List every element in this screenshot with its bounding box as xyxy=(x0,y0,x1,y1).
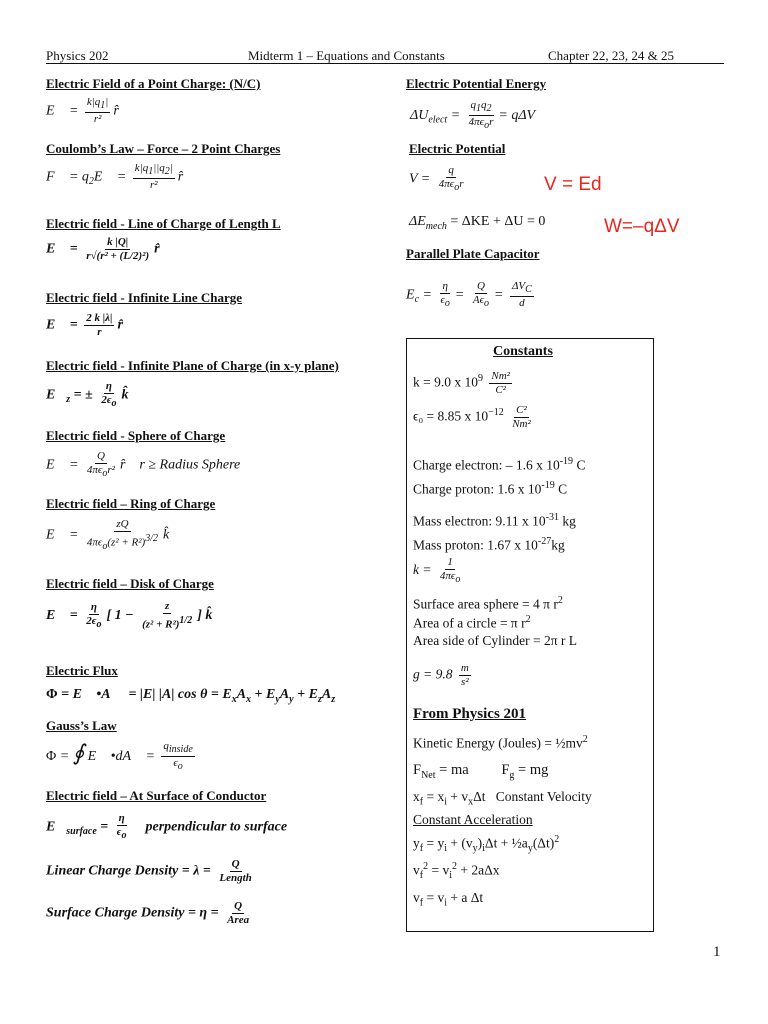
eq-line-L: E⃗ = $\frac{k |Q|}{\text{r√(r² + (L/2)²)}}$ r̂ xyxy=(46,236,160,262)
const-charge-proton: Charge proton: 1.6 x $10^{-19}$ C xyxy=(413,480,568,497)
p201-constant-velocity: $x_f = x_i + v_x\Delta t$ Constant Velocity xyxy=(413,789,592,808)
p201-eq-velocity: $v_f = v_i + a$ Δt xyxy=(413,890,484,909)
p201-title: From Physics 201 xyxy=(413,706,527,722)
const-g: g = 9.8 $\frac{m}{\text{s²}}$ xyxy=(413,662,469,688)
p201-kinetic: Kinetic Energy (Joules) = $\frac{1}{2}mv^2$ xyxy=(413,734,588,751)
eq-surface-density: Surface Charge Density = η = $\frac{Q}{\text{Area}}$ xyxy=(46,900,250,926)
heading-line-L: Electric field - Line of Charge of Length L xyxy=(46,216,281,231)
heading-disk: Electric field – Disk of Charge xyxy=(46,576,214,591)
eq-potential: V = $\frac{q}{4\pi\epsilon_or}$ xyxy=(409,164,464,194)
header-rule xyxy=(46,63,724,64)
header-course: Physics 202 xyxy=(46,48,109,63)
heading-coulomb: Coulomb’s Law – Force – 2 Point Charges xyxy=(46,141,281,156)
eq-sphere: E⃗ = $\frac{Q}{4\pi\epsilon_or^2}$ r̂ r ≥ Radius Sphere xyxy=(46,450,241,480)
p201-eq-velocity-sq: $v_f^2 = v_i^2 + 2a\Delta x$ xyxy=(413,861,500,882)
eq-capacitor: $E_c$ = $\frac{\eta}{\epsilon_o}$ = $\frac{Q}{A\epsilon_o}$ = $\frac{\Delta V_C}{d}$ xyxy=(406,280,532,310)
header-chapters: Chapter 22, 23, 24 & 25 xyxy=(548,48,675,63)
const-area-circle: Area of a circle = π $r^2$ xyxy=(413,614,531,631)
const-k: k = 9.0 x $10^9$ $\frac{\text{Nm²}}{\text{C²}}$ xyxy=(413,370,510,396)
heading-gauss: Gauss’s Law xyxy=(46,718,117,733)
heading-capacitor: Parallel Plate Capacitor xyxy=(406,246,540,261)
eq-inf-plane: $E⃗_z$ = ± $\frac{\eta}{2\epsilon_o}$ k̂ xyxy=(46,380,129,410)
const-area-cylinder: Area side of Cylinder = 2π r L xyxy=(413,633,578,648)
conductor-note: perpendicular to surface xyxy=(145,819,288,835)
heading-point-charge: Electric Field of a Point Charge: (N/C) xyxy=(46,76,261,91)
const-surface-sphere: Surface area sphere = 4 π $r^2$ xyxy=(413,595,563,612)
const-k-coulomb: k = $\frac{1}{4\pi\epsilon_o}$ xyxy=(413,556,461,586)
handwritten-work: W=–qΔV xyxy=(604,216,680,237)
heading-ring: Electric field – Ring of Charge xyxy=(46,496,216,511)
eq-conductor: $E⃗_{surface}$ = $\frac{\eta}{\epsilon_o}$ perpendicular to surface xyxy=(46,812,288,842)
constants-title: Constants xyxy=(493,344,553,359)
heading-sphere: Electric field - Sphere of Charge xyxy=(46,428,226,443)
heading-potential-energy: Electric Potential Energy xyxy=(406,76,547,91)
heading-conductor: Electric field – At Surface of Conductor xyxy=(46,788,267,803)
eq-ring: E⃗ = $\frac{zQ}{4\pi\epsilon_o(z^2 + R^2)^{3/2}}$ k̂ xyxy=(46,518,170,552)
heading-potential: Electric Potential xyxy=(409,141,506,156)
eq-point-charge: E⃗ = $\frac{k|q_1|}{\text{r²}}$ r̂ xyxy=(46,96,119,126)
eq-disk: E⃗ = $\frac{\eta}{2\epsilon_o}$ [ 1 − $\frac{z}{(z^2 + R^2)^{1/2}}$ ] k̂ xyxy=(46,600,213,631)
eq-linear-density: Linear Charge Density = λ = $\frac{Q}{\text{Length}}$ xyxy=(46,858,252,884)
p201-eq-position: $y_f = y_i + (v_y)_i\Delta t$ + $\frac{1}{2}a_y(\Delta t)^2$ xyxy=(413,834,560,855)
const-epsilon: ϵ₀ = 8.85 x $10^{-12}$ $\frac{\text{C²}}{\text{Nm²}}$ xyxy=(413,404,531,430)
eq-gauss: Φ = ∮ E⃗ •dA⃗ = $\frac{q_{inside}}{\epsilon_o}$ xyxy=(46,740,193,773)
eq-potential-energy: $\Delta U_{elect}$ = $\frac{q_1q_2}{4\pi\epsilon_or}$ = qΔV xyxy=(410,99,536,132)
const-mass-proton: Mass proton: 1.67 x $10^{-27}kg$ xyxy=(413,536,565,553)
eq-coulomb: F⃗ = $q_2E⃗$ = $\frac{k|q_1||q_2|}{\text{r²}}$ r̂ xyxy=(46,162,184,192)
heading-inf-line: Electric field - Infinite Line Charge xyxy=(46,290,243,305)
const-mass-electron: Mass electron: 9.11 x $10^{-31}$ kg xyxy=(413,512,576,529)
header-title: Midterm 1 – Equations and Constants xyxy=(248,48,445,63)
const-charge-electron: Charge electron: – 1.6 x $10^{-19}$ C xyxy=(413,456,586,473)
eq-flux: Φ = E⃗ •A⃗ = |E| |A| $\cos \theta = E_xA_x + E_yA_y + E_zA_z$ xyxy=(46,687,336,705)
p201-accel-heading: Constant Acceleration xyxy=(413,812,533,827)
p201-forces: $F_{Net}$ = ma $F_g$ = mg xyxy=(413,762,549,781)
sphere-condition: r ≥ Radius Sphere xyxy=(139,457,241,473)
eq-mech-energy: $\Delta E_{mech} = \Delta KE + \Delta U = 0$ xyxy=(409,214,546,232)
heading-flux: Electric Flux xyxy=(46,663,118,678)
eq-inf-line: E⃗ = $\frac{2 k |\lambda|}{r}$ r̂ xyxy=(46,312,123,338)
page-number: 1 xyxy=(713,944,721,960)
handwritten-v-ed: V = Ed xyxy=(544,174,602,195)
heading-inf-plane: Electric field - Infinite Plane of Charge (in x-y plane) xyxy=(46,358,339,373)
